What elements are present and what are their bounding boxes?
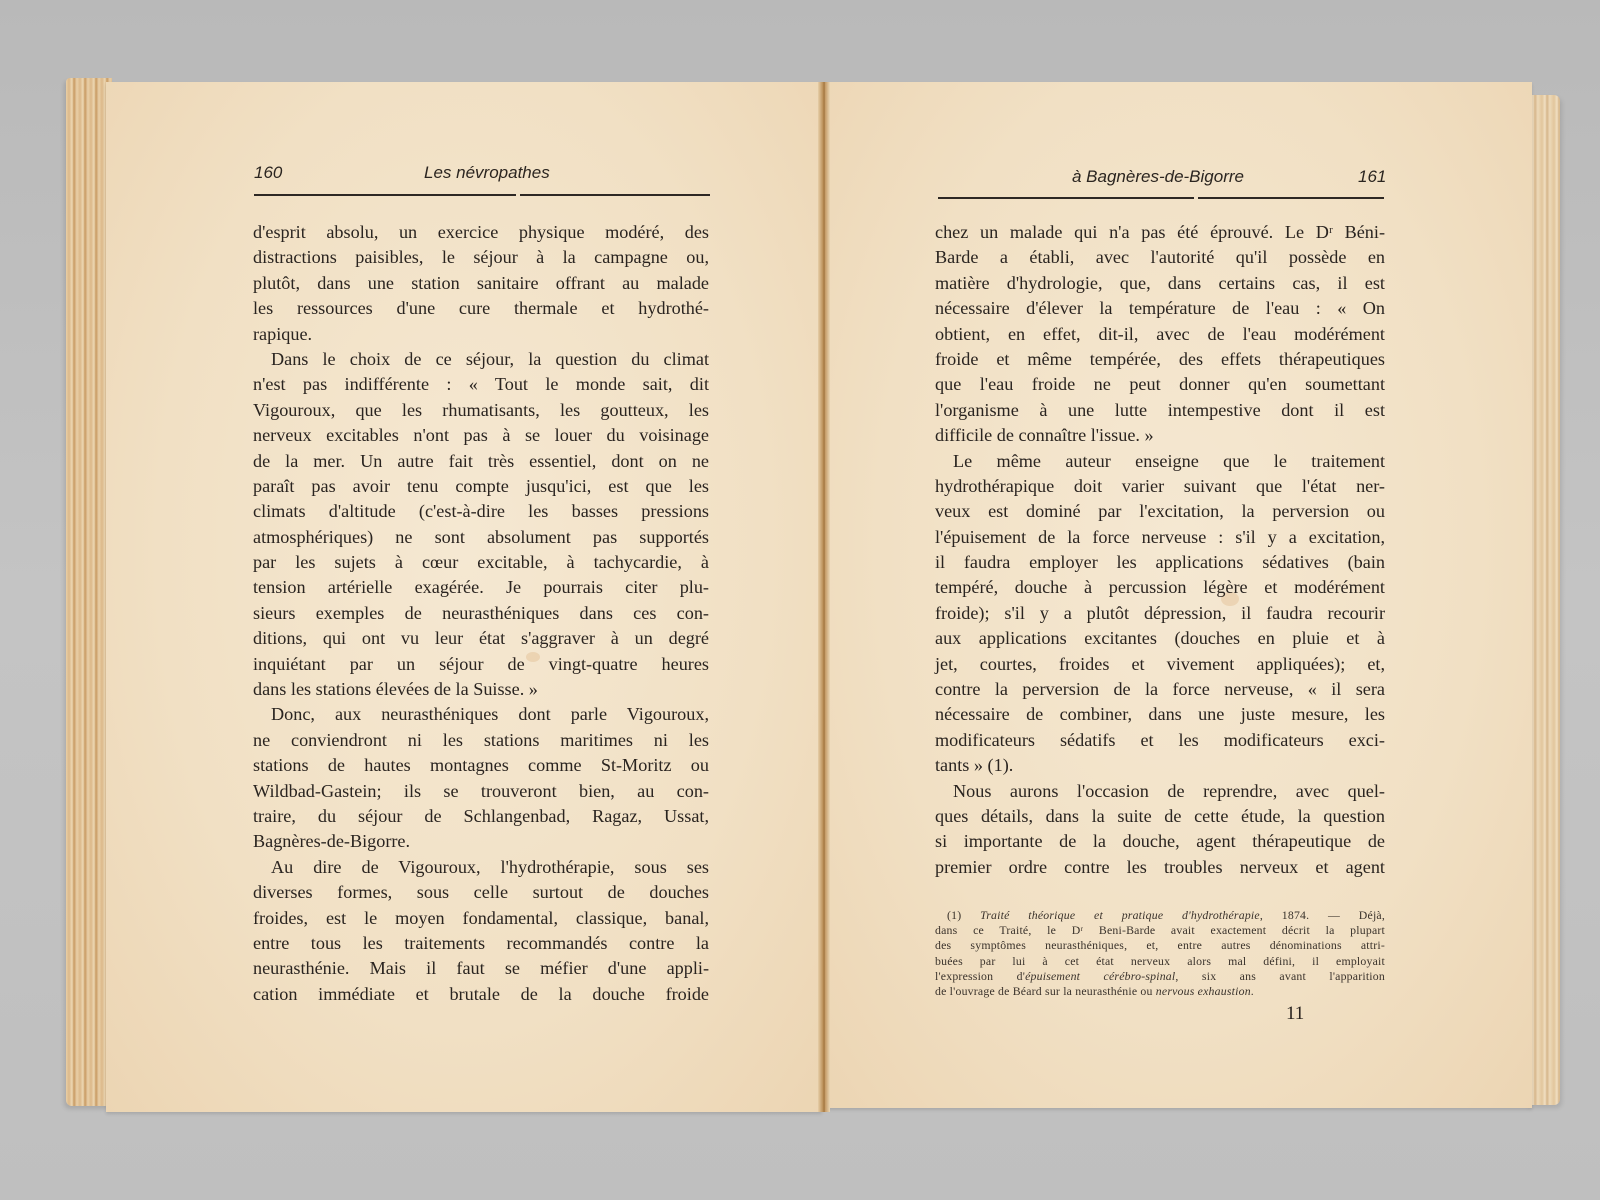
text-line: froides, est le moyen fondamental, classique, banal, (253, 907, 709, 928)
text-line: aux applications excitantes (douches en pluie et à (935, 628, 1385, 649)
footnote-line: buées par lui à cet état nerveux alors mal défini, il employait (935, 953, 1385, 968)
text-line: Vigouroux, que les rhumatisants, les goutteux, les (253, 399, 709, 420)
footnote-line: dans ce Traité, le Dʳ Beni-Barde avait exactement décrit la plupart (935, 923, 1385, 938)
page-number-left: 160 (254, 163, 283, 182)
text-line: cation immédiate et brutale de la douche froide (253, 983, 709, 1004)
footnote-emphasis: nervous exhaustion (1155, 983, 1251, 998)
text-line: diverses formes, sous celle surtout de douches (253, 882, 709, 903)
text-line: Wildbad-Gastein; ils se trouveront bien, au con- (253, 780, 709, 801)
text-line: Nous aurons l'occasion de reprendre, avec quel- (953, 780, 1385, 801)
text-line: matière d'hydrologie, que, dans certains cas, il est (935, 272, 1385, 293)
text-line: l'épuisement de la force nerveuse : s'il y a excitation, (935, 526, 1385, 547)
text-line: rapique. (253, 323, 313, 344)
text-line: obtient, en effet, dit-il, avec de l'eau modérément (935, 323, 1385, 344)
footnote-text: de l'ouvrage de Béard sur la neurasthénie ou (935, 983, 1156, 998)
footnote-text: , six ans avant l'apparition (1175, 968, 1385, 983)
text-line: traire, du séjour de Schlangenbad, Ragaz, Ussat, (253, 805, 709, 826)
footnote-line (935, 969, 1385, 984)
text-line: dans les stations élevées de la Suisse. » (253, 679, 538, 700)
text-line: de la mer. Un autre fait très essentiel, dont on ne (253, 450, 709, 471)
text-line: n'est pas indifférente : « Tout le monde sait, dit (253, 374, 709, 395)
book-gutter (818, 82, 830, 1112)
text-line: atmosphériques) ne sont absolument pas supportés (253, 526, 709, 547)
text-line: Barde a établi, avec l'autorité qu'il possède en (935, 247, 1385, 268)
text-line: hydrothérapique doit varier suivant que l'état ner- (935, 475, 1385, 496)
header-rule (254, 194, 516, 196)
text-line: nerveux excitables n'ont pas à se louer du voisinage (253, 425, 709, 446)
footnote-line (935, 908, 1385, 923)
text-line: que l'eau froide ne peut donner qu'en soumettant (935, 374, 1385, 395)
right-page-body (935, 220, 1385, 880)
footnote-emphasis: épuisement cérébro-spinal (1025, 968, 1176, 983)
footnote-text: l'expression d' (935, 968, 1026, 983)
text-line: paraît pas avoir tenu compte jusqu'ici, est que les (253, 475, 709, 496)
footnote-title: Traité théorique et pratique d'hydrothérapie (980, 908, 1260, 922)
text-line: entre tous les traitements recommandés contre la (253, 932, 709, 953)
text-line: inquiétant par un séjour de vingt-quatre heures (253, 653, 709, 674)
text-line: chez un malade qui n'a pas été éprouvé. Le Dʳ Béni- (935, 222, 1385, 242)
text-line: froide et même tempérée, des effets thérapeutiques (935, 348, 1385, 369)
text-line: tempéré, douche à percussion légère et modérément (935, 577, 1385, 598)
text-line: Donc, aux neurasthéniques dont parle Vigouroux, (271, 704, 709, 725)
text-line: il faudra employer les applications sédatives (bain (935, 552, 1385, 573)
footnote-marker: (1) (947, 908, 962, 922)
text-line: ditions, qui ont vu leur état s'aggraver à un degré (253, 628, 709, 649)
text-line: Le même auteur enseigne que le traitement (953, 450, 1385, 471)
text-line: Dans le choix de ce séjour, la question du climat (271, 348, 709, 369)
text-line: nécessaire d'élever la température de l'eau : « On (935, 298, 1385, 319)
text-line: Au dire de Vigouroux, l'hydrothérapie, sous ses (271, 856, 709, 877)
text-line: jet, courtes, froides et vivement appliquées); et, (935, 653, 1385, 674)
text-line: ques détails, dans la suite de cette étude, la question (935, 805, 1385, 826)
header-rule (938, 197, 1194, 199)
footnote-text: . (1250, 983, 1254, 998)
text-line: les ressources d'une cure thermale et hydrothé- (253, 298, 709, 319)
text-line: stations de hautes montagnes comme St-Moritz ou (253, 755, 709, 776)
footnote-line: des symptômes neurasthéniques, et, entre autres dénominations attri- (935, 938, 1385, 953)
text-line: ne conviendront ni les stations maritimes ni les (253, 729, 709, 750)
text-line: tants » (1). (935, 755, 1014, 776)
text-line: sieurs exemples de neurasthéniques dans ces con- (253, 602, 709, 623)
running-head-right: à Bagnères-de-Bigorre (1072, 167, 1244, 186)
text-line: d'esprit absolu, un exercice physique modéré, des (253, 222, 709, 242)
text-line: distractions paisibles, le séjour à la campagne ou, (253, 247, 709, 268)
text-line: par les sujets à cœur excitable, à tachycardie, à (253, 552, 709, 573)
text-line: si importante de la douche, agent thérapeutique de (935, 831, 1385, 852)
header-rule (1198, 197, 1384, 199)
text-line: veux est dominé par l'excitation, la perversion ou (935, 501, 1385, 522)
text-line: nécessaire de combiner, dans une juste mesure, les (935, 704, 1385, 725)
footnote-text: , 1874. — Déjà, (1259, 908, 1386, 922)
footnote-line (935, 984, 1385, 999)
text-line: plutôt, dans une station sanitaire offrant au malade (253, 272, 709, 293)
left-page-body (253, 220, 709, 1007)
page-number-right: 161 (1358, 167, 1387, 186)
text-line: neurasthénie. Mais il faut se méfier d'une appli- (253, 958, 709, 979)
text-line: l'organisme à une lutte intempestive dont il est (935, 399, 1385, 420)
text-line: modificateurs sédatifs et les modificateurs exci- (935, 729, 1385, 750)
text-line: Bagnères-de-Bigorre. (253, 831, 411, 852)
text-line: tension artérielle exagérée. Je pourrais citer plu- (253, 577, 709, 598)
text-line: climats d'altitude (c'est-à-dire les basses pressions (253, 501, 709, 522)
header-rule (520, 194, 710, 196)
text-line: contre la perversion de la force nerveuse, « il sera (935, 679, 1385, 700)
text-line: froide); s'il y a plutôt dépression, il faudra recourir (935, 602, 1385, 623)
signature-mark: 11 (1286, 1003, 1305, 1024)
text-line: difficile de connaître l'issue. » (935, 425, 1154, 446)
footnote (935, 908, 1385, 999)
text-line: premier ordre contre les troubles nerveux et agent (935, 856, 1385, 877)
running-head-left: Les névropathes (424, 163, 550, 182)
